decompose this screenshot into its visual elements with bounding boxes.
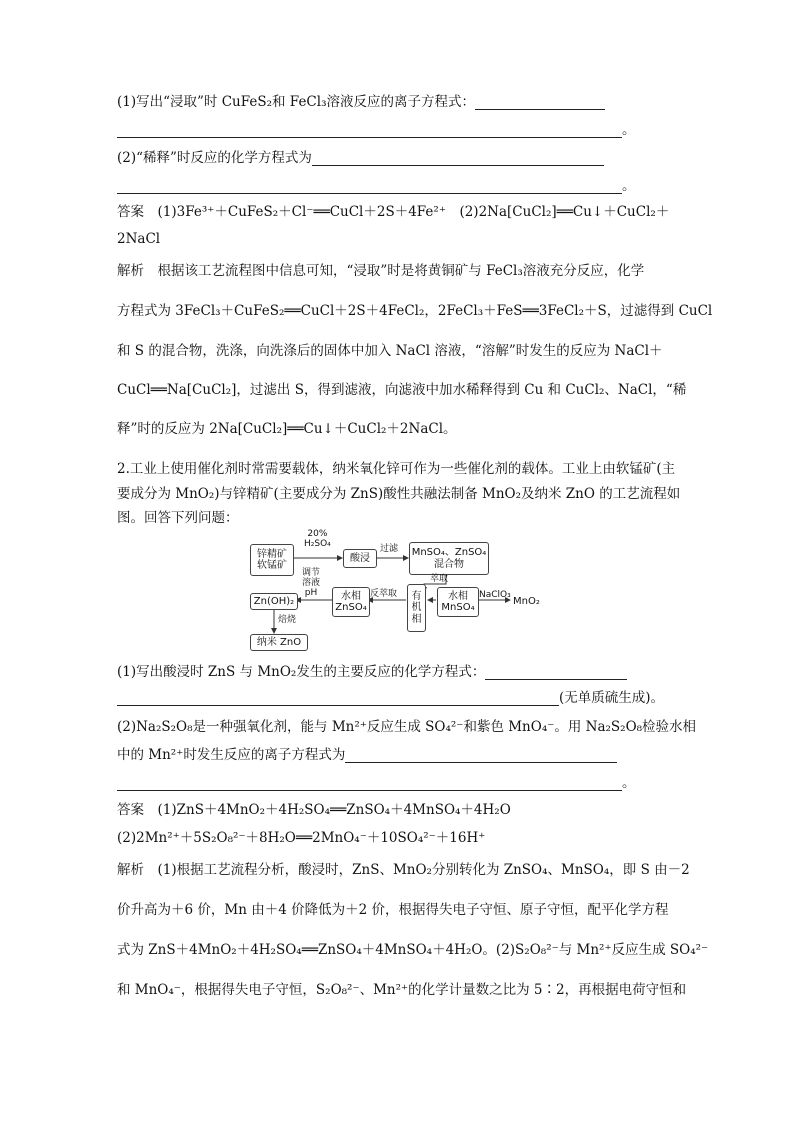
back-extract-label: 反萃取	[370, 589, 398, 599]
answer-blank	[475, 108, 605, 110]
process-flowchart	[246, 529, 548, 658]
analysis1-line: 解析 根据该工艺流程图中信息可知，“浸取”时是将黄铜矿与 FeCl₃溶液充分反应，化学	[117, 263, 645, 279]
analysis1-line: 和 S 的混合物，洗涤，向洗涤后的固体中加入 NaCl 溶液，“溶解”时发生的反应为 NaCl＋	[117, 343, 663, 359]
answer-blank	[117, 136, 622, 138]
extract-label: 萃取	[430, 574, 449, 584]
q2-1-suffix: (无单质硫生成)。	[559, 690, 665, 706]
analysis2-line: 价升高为＋6 价，Mn 由＋4 价降低为＋2 价，根据得失电子守恒、原子守恒，配平化学方程	[117, 902, 669, 918]
mix-box	[409, 542, 489, 575]
answer2-line2: (2)2Mn²⁺＋5S₂O₈²⁻＋8H₂O══2MnO₄⁻＋10SO₄²⁻＋16H⁺	[117, 830, 486, 846]
period: 。	[622, 775, 636, 791]
q1-part1-blank-line	[117, 124, 636, 138]
znoh2-box	[250, 593, 298, 610]
aqueous-znso4-box	[332, 587, 370, 617]
q1-part2-text: (2)“稀释”时反应的化学方程式为	[117, 150, 312, 166]
analysis1-line: 释”时的反应为 2Na[CuCl₂]══Cu↓＋CuCl₂＋2NaCl。	[117, 421, 457, 437]
answer-blank	[312, 164, 604, 166]
q2-intro-line: 2.工业上使用催化剂时常需要载体，纳米氧化锌可作为一些催化剂的载体。工业上由软锰矿(主	[117, 461, 676, 477]
q1-part1-text: (1)写出“浸取”时 CuFeS₂和 FeCl₃溶液反应的离子方程式：	[117, 94, 475, 110]
aqueous-mnso4-box	[437, 587, 479, 617]
mno2-product: MnO₂	[513, 596, 540, 607]
analysis1-line: 方程式为 3FeCl₃＋CuFeS₂══CuCl＋2S＋4FeCl₂，2FeCl₃＋FeS══3FeCl₂＋S，过滤得到 CuCl	[117, 303, 713, 319]
q2-2-line1: (2)Na₂S₂O₈是一种强氧化剂，能与 Mn²⁺反应生成 SO₄²⁻和紫色 MnO₄⁻。用 Na₂S₂O₈检验水相	[117, 719, 697, 735]
aq-zn-label: 水相	[341, 590, 361, 602]
answer-blank	[345, 761, 617, 763]
mix-label: 混合物	[434, 558, 464, 570]
q2-2-text: 中的 Mn²⁺时发生反应的离子方程式为	[117, 747, 346, 763]
period: 。	[622, 178, 636, 194]
q2-2-blank-line	[117, 777, 636, 791]
answer2-line1: 答案 (1)ZnS＋4MnO₂＋4H₂SO₄══ZnSO₄＋4MnSO₄＋4H₂O	[117, 802, 511, 818]
answer1-line2: 2NaCl	[117, 231, 161, 247]
ore-box	[250, 544, 294, 576]
q1-part2-blank-line	[117, 180, 636, 194]
leach-label: 酸浸	[350, 552, 370, 564]
organic-label: 相	[411, 613, 422, 625]
leach-box	[343, 549, 377, 568]
nano-zno-box	[250, 634, 308, 651]
q2-1-text: (1)写出酸浸时 ZnS 与 MnO₂发生的主要反应的化学方程式：	[117, 664, 486, 680]
organic-label: 有	[411, 590, 422, 602]
answer-blank	[117, 704, 559, 706]
ore-label: 锌精矿	[257, 548, 287, 560]
analysis2-line: 和 MnO₄⁻，根据得失电子守恒，S₂O₈²⁻、Mn²⁺的化学计量数之比为 5∶2，再根据电荷守恒和	[117, 982, 687, 998]
ph-label-line: 调节	[302, 568, 321, 578]
answer-blank	[485, 678, 627, 680]
acid-label	[304, 530, 331, 550]
roast-label: 焙烧	[278, 615, 297, 625]
analysis1-line: CuCl══Na[CuCl₂]，过滤出 S，得到滤液，向滤液中加水稀释得到 Cu 和 CuCl₂、NaCl，“稀	[117, 382, 687, 398]
q2-intro-line: 要成分为 MnO₂)与锌精矿(主要成分为 ZnS)酸性共融法制备 MnO₂及纳米 ZnO 的工艺流程如	[117, 486, 681, 502]
q2-1-line	[117, 666, 627, 680]
znoh2-label: Zn(OH)₂	[253, 595, 295, 607]
q1-part1-line	[117, 96, 605, 110]
organic-phase-box	[407, 584, 426, 632]
q2-intro-line: 图。回答下列问题：	[117, 510, 239, 526]
answer-blank	[117, 789, 622, 791]
naclo3-label: NaClO₃	[479, 590, 511, 600]
q2-1-blank-line	[117, 692, 664, 706]
ore-label: 软锰矿	[257, 560, 287, 571]
analysis2-line: 式为 ZnS＋4MnO₂＋4H₂SO₄══ZnSO₄＋4MnSO₄＋4H₂O。(2)S₂O₈²⁻与 Mn²⁺反应生成 SO₄²⁻	[117, 942, 709, 958]
ph-label-line: 溶液	[302, 577, 321, 588]
aq-mn-label: MnSO₄	[441, 602, 475, 613]
acid-concentration: 20%	[307, 529, 328, 539]
q2-2-line2	[117, 749, 617, 763]
ph-label-line: pH	[304, 587, 318, 598]
aq-mn-label: 水相	[448, 590, 468, 602]
ph-label	[302, 569, 320, 599]
mix-label: MnSO₄、ZnSO₄	[411, 547, 487, 558]
answer1-line1: 答案 (1)3Fe³⁺＋CuFeS₂＋Cl⁻══CuCl＋2S＋4Fe²⁺ (2)2Na[CuCl₂]══Cu↓＋CuCl₂＋	[117, 204, 670, 220]
period: 。	[622, 122, 636, 138]
answer-blank	[117, 192, 622, 194]
filter-label: 过滤	[380, 544, 399, 554]
organic-label: 机	[411, 602, 422, 614]
aq-zn-label: ZnSO₄	[335, 602, 367, 613]
q1-part2-line	[117, 152, 604, 166]
analysis2-line: 解析 (1)根据工艺流程分析，酸浸时，ZnS、MnO₂分别转化为 ZnSO₄、MnSO₄，即 S 由－2	[117, 862, 690, 878]
acid-formula: H₂SO₄	[304, 538, 331, 549]
nano-zno-label: 纳米 ZnO	[256, 636, 302, 648]
